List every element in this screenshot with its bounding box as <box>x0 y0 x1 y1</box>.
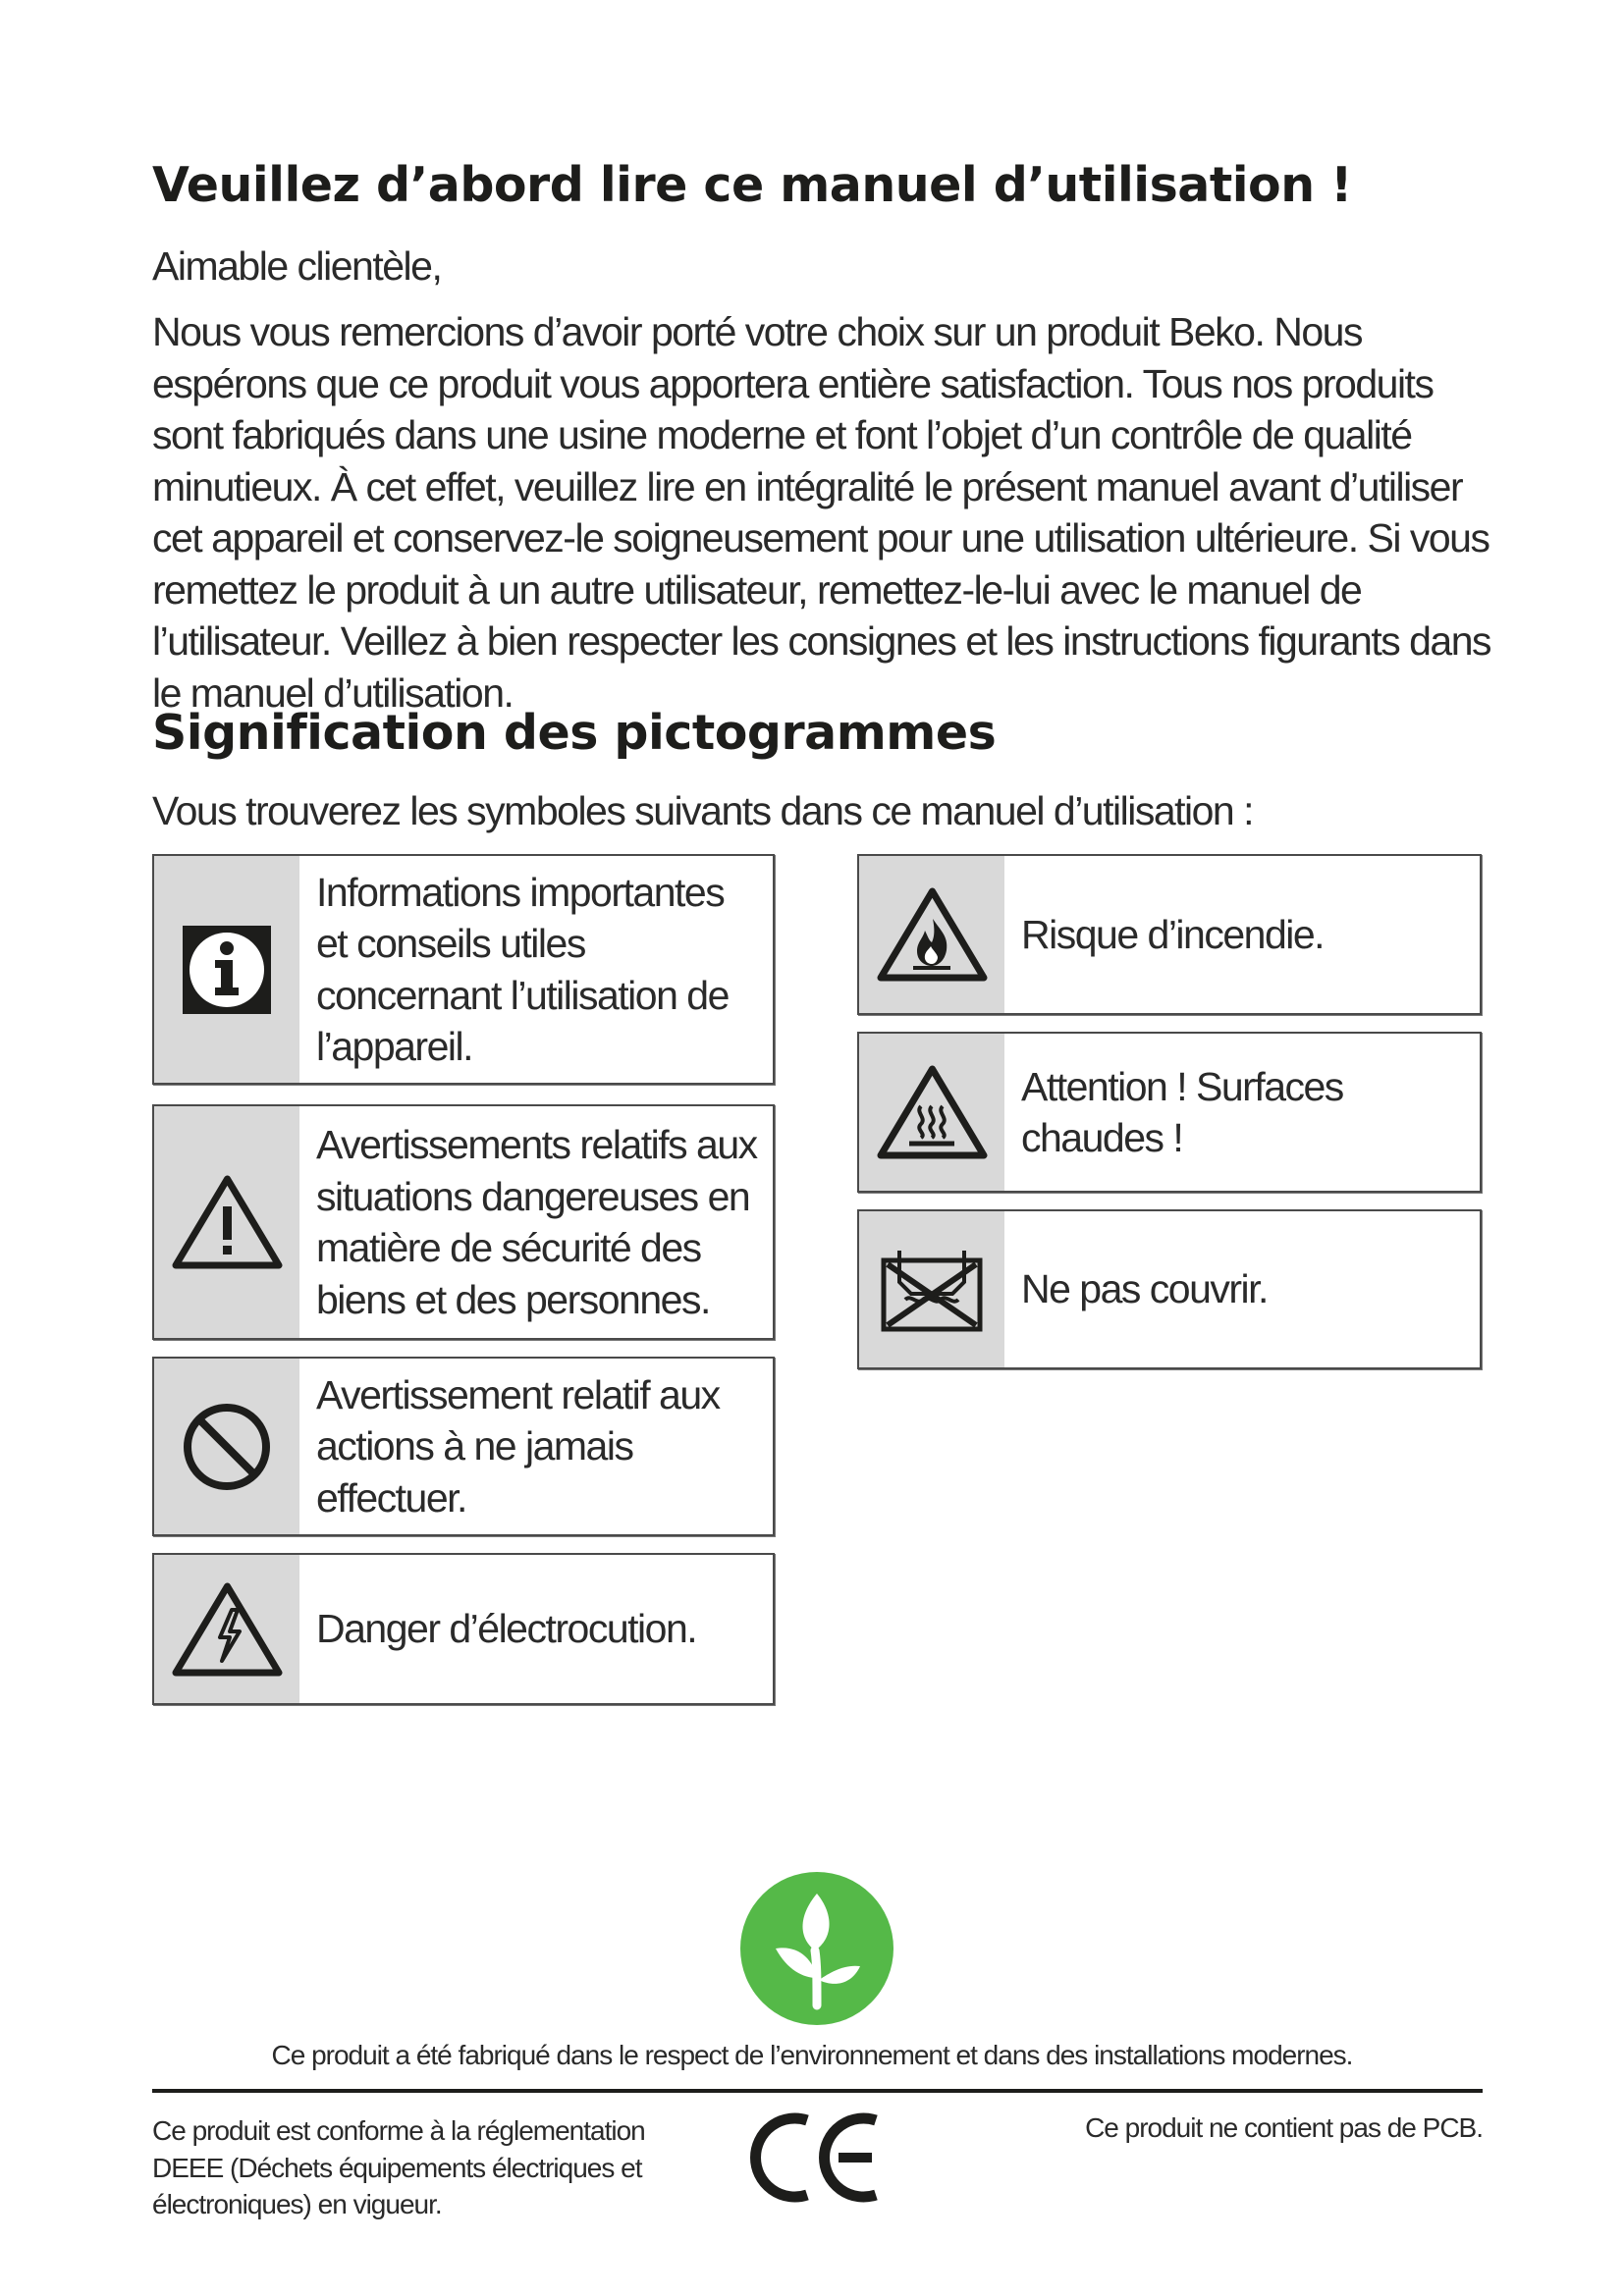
symbol-text: Danger d’électrocution. <box>316 1606 697 1652</box>
warning-icon <box>171 1173 284 1271</box>
symbol-text: Avertissements relatifs aux situations dangereuses en matière de sécurité des biens et des personnes. <box>316 1122 757 1322</box>
info-icon <box>180 923 274 1017</box>
symbol-box-info <box>152 854 775 1085</box>
greeting: Aimable clientèle, <box>152 243 442 289</box>
symbol-box-do-not-cover <box>857 1209 1482 1369</box>
prohibited-icon <box>181 1401 273 1493</box>
symbol-box-electric <box>152 1553 775 1705</box>
pcb-text: Ce produit ne contient pas de PCB. <box>1085 2112 1483 2143</box>
icon-cell <box>859 856 1004 1013</box>
fire-icon <box>876 885 989 984</box>
do-not-cover-icon <box>878 1243 986 1337</box>
symbol-box-prohibited <box>152 1357 775 1536</box>
symbol-box-hot-surface <box>857 1032 1482 1193</box>
eco-leaf-icon <box>738 1870 895 2027</box>
icon-cell <box>859 1211 1004 1367</box>
symbol-text: Risque d’incendie. <box>1021 911 1325 957</box>
symbols-heading: Signification des pictogrammes <box>152 705 997 761</box>
electric-shock-icon <box>171 1580 284 1679</box>
symbol-text: Avertissement relatif aux actions à ne jamais effectuer. <box>316 1371 720 1521</box>
hot-surface-icon <box>876 1063 989 1161</box>
eco-logo <box>738 1870 895 2027</box>
intro-paragraph: Nous vous remercions d’avoir porté votre choix sur un produit Beko. Nous espérons que ce produit vous apportera entière satisfaction. Tous nos produits sont fabriqués dans une usine moderne et font l’objet d’un contrôle de qualité minutieux. À cet effet, veuillez lire en intégralité le présent manuel avant d’utiliser cet appareil et conservez-le soigneusement pour une utilisation ultérieure. Si vous remettez le produit à un autre utilisateur, remettez-le-lui avec le manuel de l’utilisateur. Veillez à bien respecter les consignes et les instructions figurants dans le manuel d’utilisation. <box>152 309 1491 716</box>
symbols-intro: Vous trouverez les symboles suivants dans ce manuel d’utilisation : <box>152 788 1254 833</box>
symbol-box-warning <box>152 1104 775 1340</box>
icon-cell <box>859 1034 1004 1191</box>
weee-text: Ce produit est conforme à la réglementation DEEE (Déchets équipements électriques et électroniques) en vigueur. <box>152 2115 645 2219</box>
symbol-text: Ne pas couvrir. <box>1021 1266 1268 1312</box>
icon-cell <box>154 1555 299 1703</box>
symbol-text: Informations importantes et conseils utiles concernant l’utilisation de l’appareil. <box>316 869 729 1069</box>
symbol-text: Attention ! Surfaces chaudes ! <box>1021 1063 1343 1160</box>
symbol-box-fire <box>857 854 1482 1015</box>
divider <box>152 2089 1483 2093</box>
icon-cell <box>154 856 299 1083</box>
icon-cell <box>154 1359 299 1534</box>
ce-mark-icon <box>746 2109 884 2207</box>
page-title: Veuillez d’abord lire ce manuel d’utilisation ! <box>152 157 1353 213</box>
icon-cell <box>154 1106 299 1338</box>
eco-caption: Ce produit a été fabriqué dans le respect de l’environnement et dans des installations modernes. <box>271 2040 1353 2070</box>
ce-mark <box>746 2109 884 2207</box>
